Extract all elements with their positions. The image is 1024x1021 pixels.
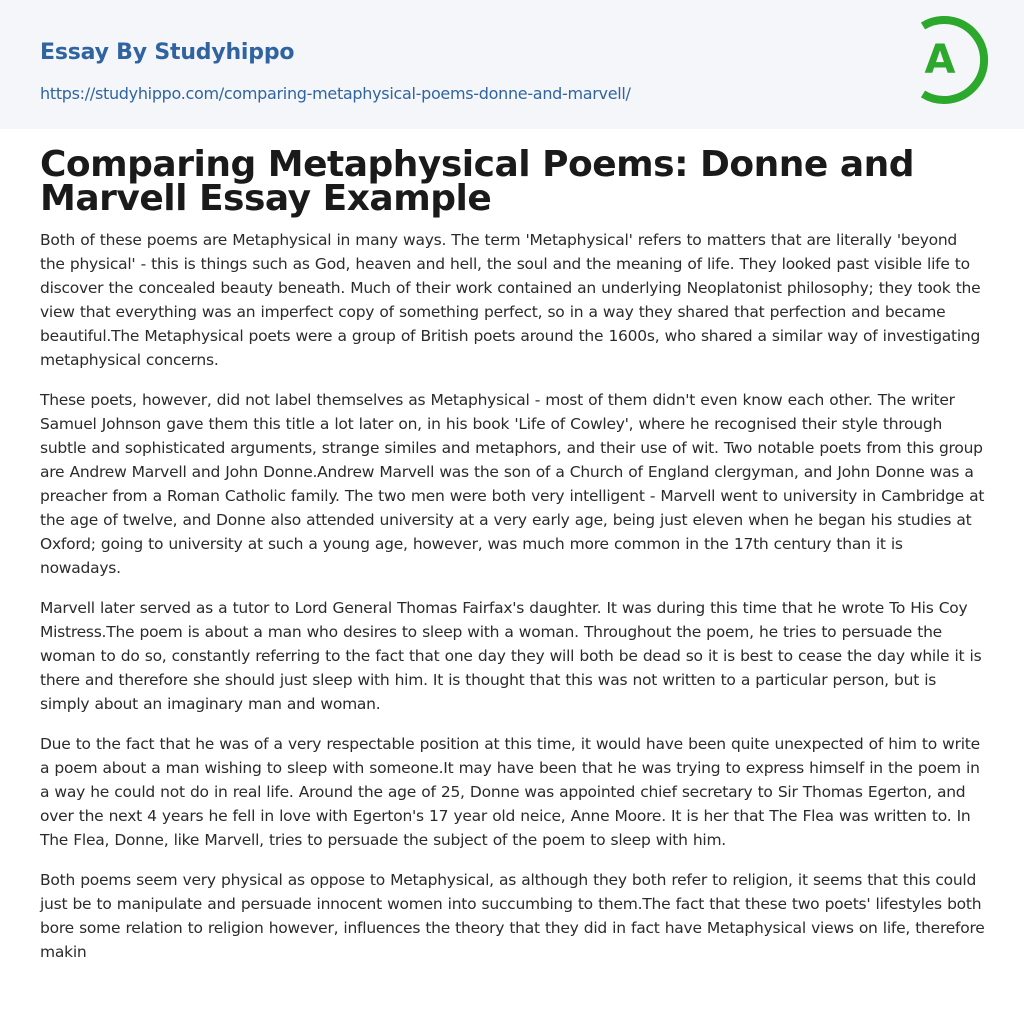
brand-title[interactable]: Essay By Studyhippo <box>40 40 295 65</box>
site-header <box>0 0 1024 129</box>
paragraph: Both of these poems are Metaphysical in many ways. The term 'Metaphysical' refers to matters that are literally 'beyond the physical' - this is things such as God, heaven and hell, the soul and the meaning of life. They looked past visible life to discover the concealed beauty beneath. Much of their work contained an underlying Neoplatonist philosophy; they took the view that everything was an imperfect copy of something perfect, so in a way they shared that perfection and became beautiful.The Metaphysical poets were a group of British poets around the 1600s, who shared a similar way of investigating metaphysical concerns. <box>40 231 981 369</box>
paragraph: Both poems seem very physical as oppose to Metaphysical, as although they both refer to religion, it seems that this could just be to manipulate and persuade innocent women into succumbing to them.The fact that these two poets' lifestyles both bore some relation to religion however, influences the theory that they did in fact have Metaphysical views on life, therefore makin <box>40 871 985 961</box>
paragraph: Marvell later served as a tutor to Lord General Thomas Fairfax's daughter. It was during this time that he wrote To His Coy Mistress.The poem is about a man who desires to sleep with a woman. Throughout the poem, he tries to persuade the woman to do so, constantly referring to the fact that one day they will both be dead so it is best to cease the day while it is there and therefore she should just sleep with him. It is thought that this was not written to a particular person, but is simply about an imaginary man and woman. <box>40 599 982 713</box>
paragraph: These poets, however, did not label themselves as Metaphysical - most of them didn't even know each other. The writer Samuel Johnson gave them this title a lot later on, in his book 'Life of Cowley', where he recognised their style through subtle and sophisticated arguments, strange similes and metaphors, and their use of wit. Two notable poets from this group are Andrew Marvell and John Donne.Andrew Marvell was the son of a Church of England clergyman, and John Donne was a preacher from a Roman Catholic family. The two men were both very intelligent - Marvell went to university in Cambridge at the age of twelve, and Donne also attended university at a very early age, being just eleven when he began his studies at Oxford; going to university at such a young age, however, was much more common in the 17th century than it is nowadays. <box>40 391 985 577</box>
paragraph: Due to the fact that he was of a very respectable position at this time, it would have been quite unexpected of him to write a poem about a man wishing to sleep with someone.It may have been that he was trying to express himself in the poem in a way he could not do in real life. Around the age of 25, Donne was appointed chief secretary to Sir Thomas Egerton, and over the next 4 years he fell in love with Egerton's 17 year old neice, Anne Moore. It is her that The Flea was written to. In The Flea, Donne, like Marvell, tries to persuade the subject of the poem to sleep with him. <box>40 735 980 849</box>
logo-letter: A <box>924 37 956 83</box>
source-url-link[interactable]: https://studyhippo.com/comparing-metaphysical-poems-donne-and-marvell/ <box>40 84 631 103</box>
article-title: Comparing Metaphysical Poems: Donne and Marvell Essay Example <box>40 144 915 219</box>
article-body <box>40 228 986 980</box>
studyhippo-a-logo-icon[interactable] <box>909 16 989 108</box>
